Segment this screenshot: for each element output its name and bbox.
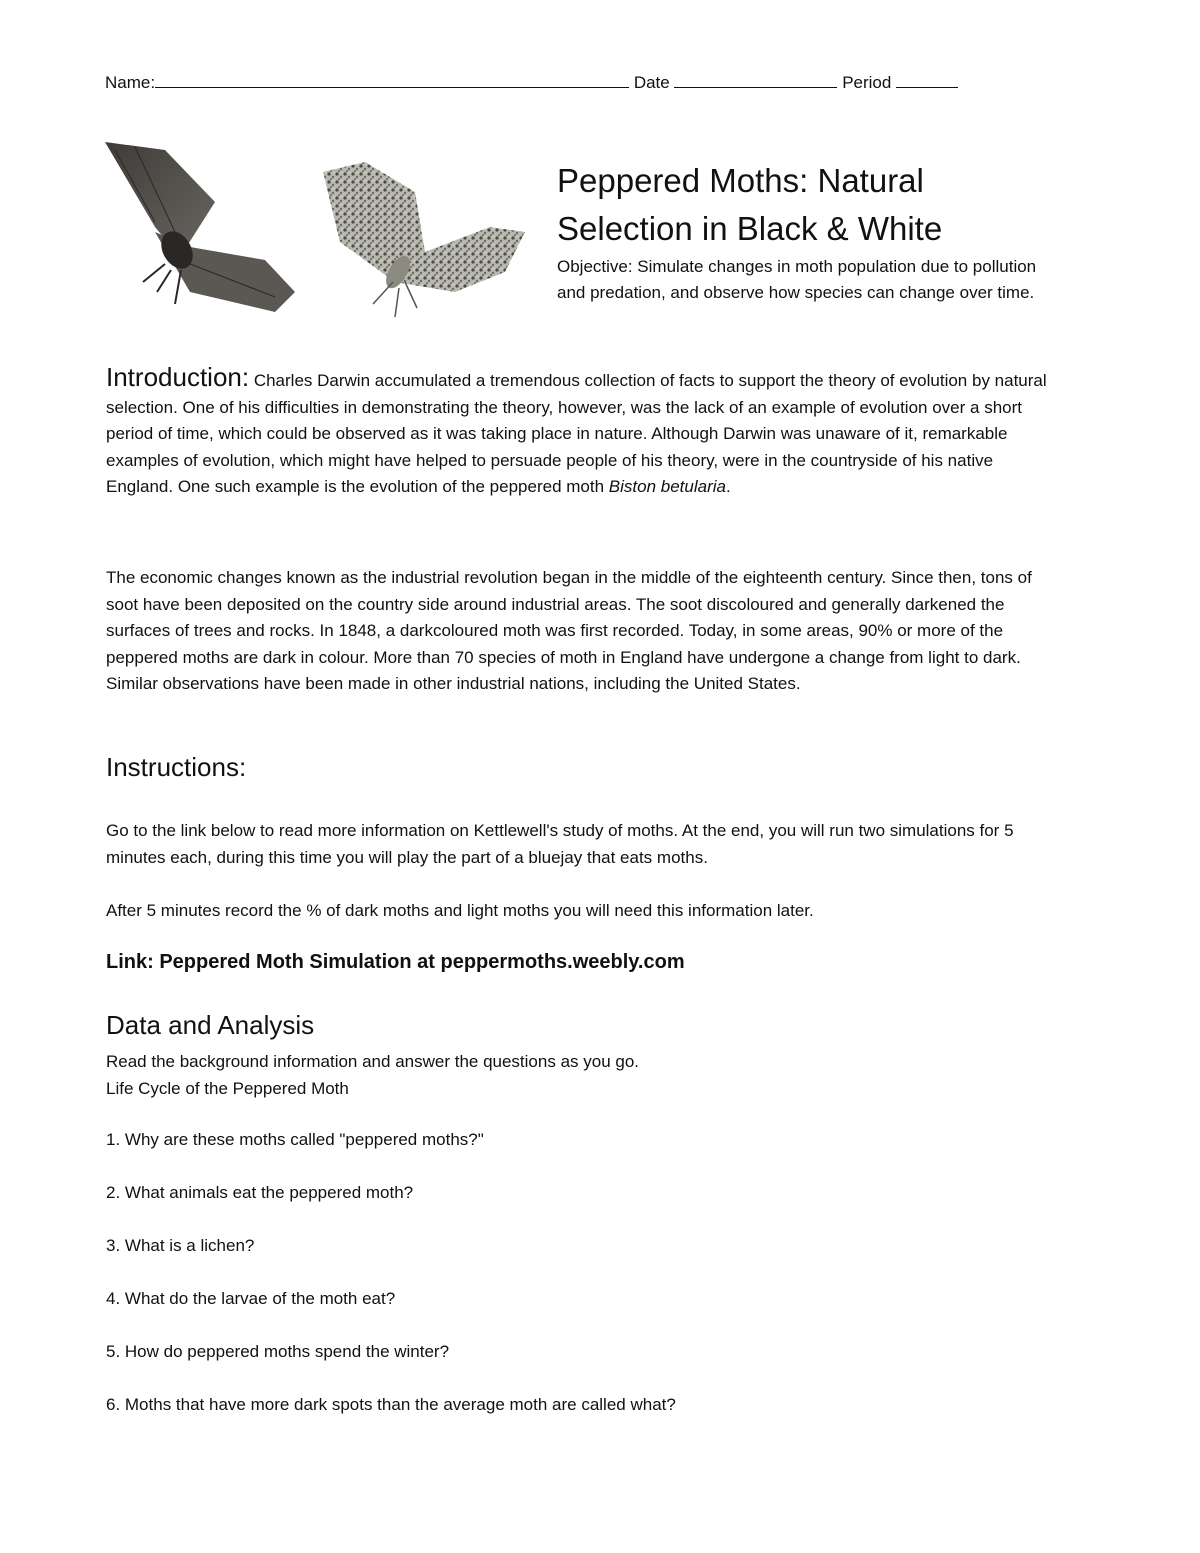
question-4: 4. What do the larvae of the moth eat?	[106, 1289, 396, 1308]
simulation-link-line	[106, 951, 685, 974]
introduction-heading: Introduction:	[106, 362, 250, 392]
moth-images	[95, 132, 535, 327]
question-3: 3. What is a lichen?	[106, 1236, 255, 1255]
question-1: 1. Why are these moths called "peppered moths?"	[106, 1130, 484, 1149]
period-blank[interactable]	[896, 73, 958, 88]
period-label: Period	[842, 73, 892, 92]
date-label: Date	[633, 73, 670, 92]
data-analysis-intro: Read the background information and answer the questions as you go. Life Cycle of the Peppered Moth	[106, 1052, 640, 1098]
introduction-paragraph: Introduction: Charles Darwin accumulated a tremendous collection of facts to support the theory of evolution by natural selection. One of his difficulties in demonstrating the theory, however, was the lack of an example of evolution over a short period of time, which could be observed as it was taking place in nature. Although Darwin was unaware of it, remarkable examples of evolution, which might have helped to persuade people of his theory, were in the countryside of his native England. One such example is the evolution of the peppered moth Biston betularia.	[106, 362, 1047, 496]
simulation-link[interactable]: Peppered Moth Simulation at peppermoths.weebly.com	[159, 951, 685, 973]
data-analysis-heading: Data and Analysis	[106, 1010, 315, 1040]
objective-text: Objective: Simulate changes in moth population due to pollution and predation, and observe how species can change over time.	[557, 257, 1037, 302]
introduction-text: Charles Darwin accumulated a tremendous collection of facts to support the theory of evolution by natural selection. One of his difficulties in demonstrating the theory, however, was the lack of an example of evolution over a short period of time, which could be observed as it was taking place in nature. Although Darwin was unaware of it, remarkable examples of evolution, which might have helped to persuade people of his theory, were in the countryside of his native England. One such example is the evolution of the peppered moth	[106, 371, 1047, 496]
question-2: 2. What animals eat the peppered moth?	[106, 1183, 414, 1202]
instructions-heading: Instructions:	[106, 752, 247, 782]
page-title: Peppered Moths: Natural Selection in Black & White	[557, 162, 943, 247]
link-label: Link:	[106, 951, 154, 973]
instructions-paragraph-2: After 5 minutes record the % of dark moths and light moths you will need this information later.	[106, 901, 814, 920]
name-label: Name:	[105, 73, 156, 92]
species-name: Biston betularia	[608, 477, 726, 496]
question-5: 5. How do peppered moths spend the winter?	[106, 1342, 450, 1361]
student-info-line	[105, 73, 958, 93]
industrial-revolution-paragraph: The economic changes known as the industrial revolution began in the middle of the eighteenth century. Since then, tons of soot have been deposited on the country side around industrial areas. The soot discoloured and generally darkened the surfaces of trees and rocks. In 1848, a darkcoloured moth was first recorded. Today, in some areas, 90% or more of the peppered moths are dark in colour. More than 70 species of moth in England have undergone a change from light to dark. Similar observations have been made in other industrial nations, including the United States.	[106, 568, 1032, 693]
light-moth-icon	[323, 162, 525, 317]
instructions-paragraph-1: Go to the link below to read more information on Kettlewell's study of moths. At the end, you will run two simulations for 5 minutes each, during this time you will play the part of a bluejay that eats moths.	[106, 821, 1014, 867]
name-blank[interactable]	[155, 73, 629, 88]
date-blank[interactable]	[674, 73, 837, 88]
dark-moth-icon	[105, 142, 295, 312]
question-6: 6. Moths that have more dark spots than the average moth are called what?	[106, 1395, 676, 1414]
